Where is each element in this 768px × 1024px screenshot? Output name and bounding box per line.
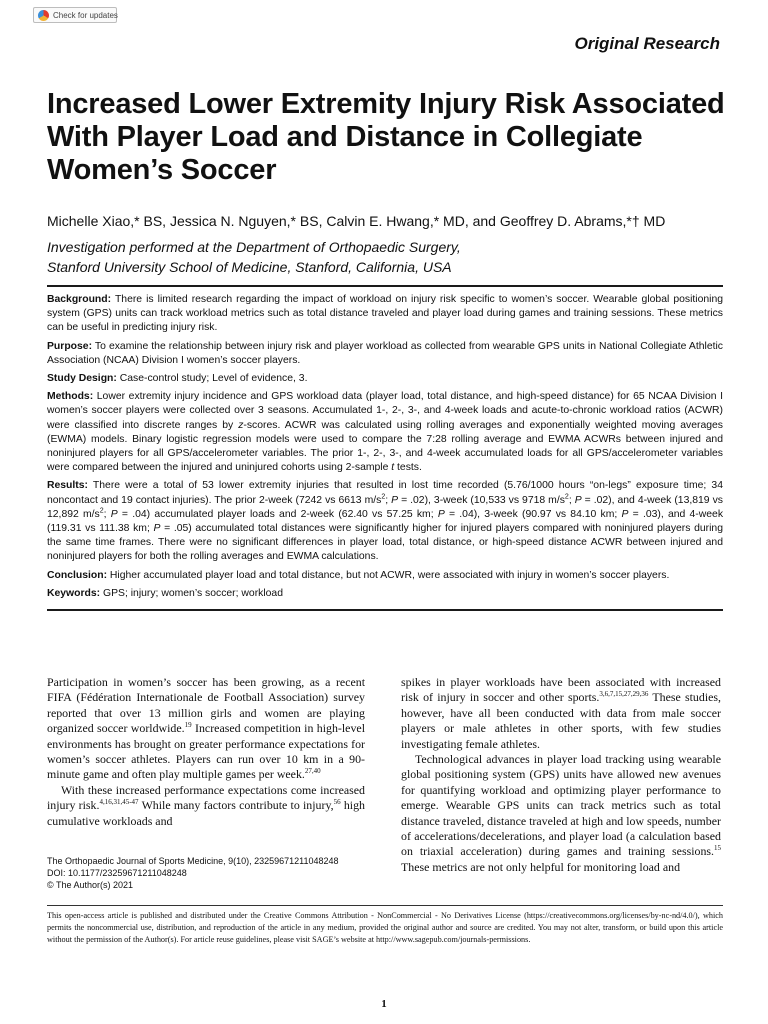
affiliation-line-1: Investigation performed at the Department of Orthopaedic Surgery, xyxy=(47,239,461,255)
article-type-label: Original Research xyxy=(574,34,720,53)
body-paragraph xyxy=(47,783,365,829)
purpose-label: Purpose: xyxy=(47,340,93,352)
methods-text-2: -scores. ACWR was calculated using rolling averages and exponentially weighted moving averages (EWMA) models. Binary logistic regression models were used to compare the 7:28 rolling average and EWMA ACWRs between injured and noninjured players for all GPS/accelerometer variables. The prior 1-, 2-, 3-, and 4-week accumulated loads for all GPS/accelerometer variables were compared between the injured and uninjured cohorts using 2-sample xyxy=(47,419,723,474)
methods-label: Methods: xyxy=(47,391,94,403)
abstract-conclusion xyxy=(47,569,723,583)
p-value-symbol: P xyxy=(574,494,582,506)
results-text-7: = .03), and 4-week (119.31 vs 111.38 km; xyxy=(47,508,724,535)
p-value-symbol: P xyxy=(437,508,445,520)
p-value-symbol: P xyxy=(621,508,629,520)
body-column-right xyxy=(401,675,721,875)
methods-z-symbol: z xyxy=(238,419,244,431)
results-text-1: There were a total of 53 lower extremity injuries that resulted in lost time recorded (5.76/1000 hours “on-legs” exposure time; 34 noncontact and 19 contact injuries). The prior 2-week (7242 vs 6613 m/s xyxy=(47,480,723,506)
body-text: These metrics are not only helpful for monitoring load and xyxy=(401,859,681,874)
methods-t-symbol: t xyxy=(391,462,395,474)
body-paragraph xyxy=(401,752,721,875)
body-column-left xyxy=(47,675,365,829)
body-text: With these increased performance expectations come increased injury risk. xyxy=(47,782,365,813)
crossmark-icon xyxy=(38,10,49,21)
abstract-purpose xyxy=(47,340,723,368)
abstract-keywords xyxy=(47,587,723,601)
citation-link[interactable]: 3,6,7,15,27,29,36 xyxy=(599,690,649,699)
affiliation-line-2: Stanford University School of Medicine, Stanford, California, USA xyxy=(47,259,452,275)
journal-copyright: © The Author(s) 2021 xyxy=(47,880,134,890)
methods-text-3: tests. xyxy=(394,462,422,474)
body-text: These studies, however, have all been conducted with data from male soccer players or male athletes in other sports, with few studies investigating female athletes. xyxy=(401,690,721,751)
squared-superscript: 2 xyxy=(381,493,386,501)
results-text-3: = .02), 3-week (10,533 vs 9718 m/s xyxy=(398,494,565,506)
article-title: Increased Lower Extremity Injury Risk Associated With Player Load and Distance in Collegiate Women’s Soccer xyxy=(47,88,725,186)
body-text: spikes in player workloads have been associated with increased risk of injury in soccer and other sports. xyxy=(401,675,721,705)
journal-citation: The Orthopaedic Journal of Sports Medicine, 9(10), 23259671211048248 xyxy=(47,856,339,866)
results-text-6: = .04), 3-week (90.97 vs 84.10 km; xyxy=(444,508,622,520)
body-paragraph xyxy=(401,675,721,752)
p-value-symbol: P xyxy=(110,508,118,520)
citation-link[interactable]: 56 xyxy=(333,798,341,807)
page-number: 1 xyxy=(381,998,387,1010)
body-text: high cumulative workloads and xyxy=(47,798,365,828)
squared-superscript: 2 xyxy=(99,507,104,515)
p-value-symbol: P xyxy=(153,523,161,535)
body-paragraph xyxy=(47,675,365,783)
background-label: Background: xyxy=(47,294,112,305)
study-design-label: Study Design: xyxy=(47,373,117,385)
p-value-symbol: P xyxy=(391,494,399,506)
results-text-5: = .04) accumulated player loads and 2-week (62.40 vs 57.25 km; xyxy=(117,508,438,520)
body-text: Increased competition in high-level environments has brought on greater performance expectations for women’s soccer athletes. Players can run over 10 km in a 90-minute game and often play multiple games per week. xyxy=(47,721,365,782)
results-text-4: = .02), and 4-week (13,819 vs 12,892 m/s xyxy=(47,494,723,520)
results-text-2: ; xyxy=(103,508,111,520)
abstract-results xyxy=(47,479,723,564)
abstract-methods xyxy=(47,390,723,475)
methods-text-1: Lower extremity injury incidence and GPS workload data (player load, total distance, and high-speed distance) for 65 NCAA Division I women’s soccer players were collected over 3 seasons. Accumulated 1-, 2-, 3-, and 4-week loads and acute-to-chronic workload ratios (ACWR) were classified into discrete ranges by xyxy=(47,391,723,431)
license-notice: This open-access article is published and distributed under the Creative Commons Attribution - NonCommercial - No Derivatives License (https://creativecommons.org/licenses/by-nc-nd/4.0/), which permits the noncommercial use, distribution, and reproduction of the article in any medium, provided the original author and source are credited. You may not alter, transform, or build upon this article without the permission of the Author(s). For article reuse guidelines, please visit SAGE’s website at http://www.sagepub.com/journals-permissions. xyxy=(47,905,723,946)
body-text: While many factors contribute to injury, xyxy=(138,798,334,813)
results-text-2: ; xyxy=(385,494,392,506)
citation-link[interactable]: 19 xyxy=(184,721,192,730)
keywords-label: Keywords: xyxy=(47,587,101,599)
purpose-text: To examine the relationship between injury risk and player workload as collected from wearable GPS units in National Collegiate Athletic Association (NCAA) Division I women’s soccer players. xyxy=(47,340,724,366)
journal-info xyxy=(47,855,367,891)
abstract-background xyxy=(47,293,723,336)
background-text: There is limited research regarding the impact of workload on injury risk specific to women’s soccer. Wearable global positioning system (GPS) units can track workload metrics such as total distance traveled and player load during games and training sessions. These metrics can be useful in predicting injury risk. xyxy=(47,294,723,334)
conclusion-text: Higher accumulated player load and total distance, but not ACWR, were associated with injury in women’s soccer players. xyxy=(109,569,670,581)
citation-link[interactable]: 15 xyxy=(714,844,721,853)
keywords-text: GPS; injury; women’s soccer; workload xyxy=(103,587,283,599)
body-text: Technological advances in player load tracking using wearable global positioning system (GPS) units have allowed new avenues for quantifying workload and optimizing player performance to emerge. Wearable GPS units can track metrics such as total distance traveled, distance traveled at high and low speeds, number of accelerations/decelerations, and player load (a calculation based on triaxial acceleration) during games and training sessions. xyxy=(401,752,721,859)
check-for-updates-badge[interactable] xyxy=(33,7,117,23)
body-text: Participation in women’s soccer has been growing, as a recent FIFA (Fédération Internationale de Football Association) survey reported that over 13 million girls and women are playing organized soccer worldwide. xyxy=(47,675,365,736)
citation-link[interactable]: 4,16,31,45-47 xyxy=(99,798,139,807)
results-text-8: = .05) accumulated total distances were significantly higher for injured players compared with noninjured players during the same time frames. There were no significant differences in player load, total distance, or high-speed distance ACWR between injured and noninjured players for both the rolling averages and EWMA calculations. xyxy=(47,523,723,563)
affiliation xyxy=(47,237,737,277)
squared-superscript: 2 xyxy=(564,493,569,501)
results-label: Results: xyxy=(47,480,88,492)
study-design-text: Case-control study; Level of evidence, 3. xyxy=(119,373,308,385)
journal-doi[interactable]: DOI: 10.1177/23259671211048248 xyxy=(47,868,187,878)
check-for-updates-label: Check for updates xyxy=(53,10,118,20)
conclusion-label: Conclusion: xyxy=(47,569,108,581)
results-text-2: ; xyxy=(568,494,575,506)
abstract-box xyxy=(47,285,723,611)
author-list: Michelle Xiao,* BS, Jessica N. Nguyen,* BS, Calvin E. Hwang,* MD, and Geoffrey D. Abrams,*† MD xyxy=(47,213,666,229)
abstract-study-design xyxy=(47,372,723,386)
citation-link[interactable]: 27,40 xyxy=(304,767,321,776)
